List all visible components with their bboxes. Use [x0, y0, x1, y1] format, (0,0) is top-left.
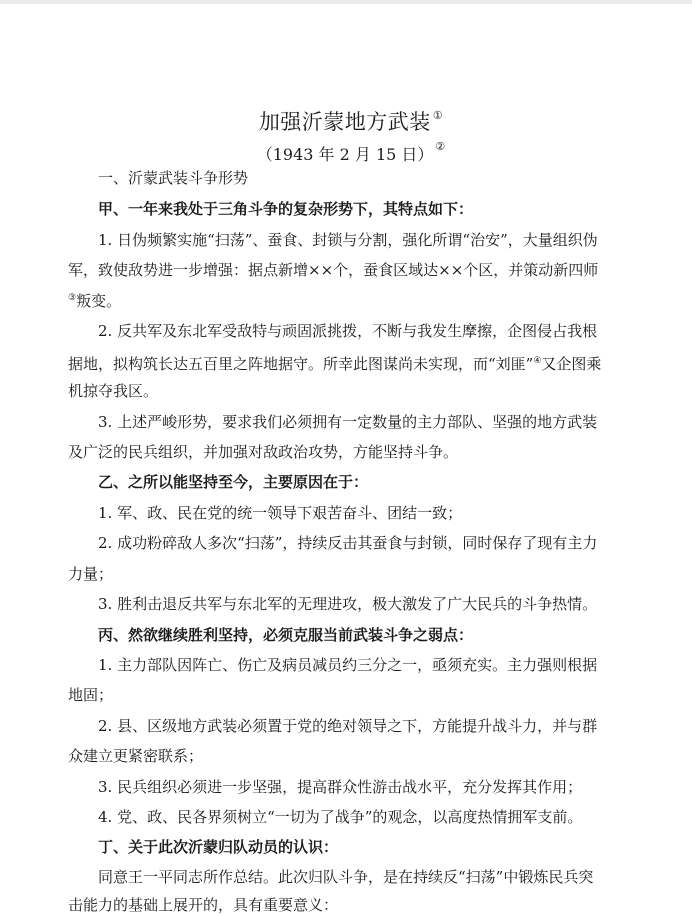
paragraph-line: 2. 成功粉碎敌人多次“扫荡”，持续反击其蚕食与封锁，同时保存了现有主力: [98, 534, 598, 552]
paragraph-line: 击能力的基础上展开的，具有重要意义：: [68, 896, 339, 914]
paragraph-line: 1. 日伪频繁实施“扫荡”、蚕食、封锁与分割，强化所谓“治安”，大量组织伪: [98, 231, 598, 249]
document-title: [68, 102, 634, 136]
paragraph-line: [68, 350, 634, 375]
paragraph-line: 2. 反共军及东北军受敌特与顽固派挑拨，不断与我发生摩擦，企图侵占我根: [98, 322, 598, 340]
subheading-ding: 丁、关于此次沂蒙归队动员的认识：: [98, 838, 339, 856]
paragraph-line: 众建立更紧密联系；: [68, 747, 204, 765]
subheading-yi: 乙、之所以能坚持至今，主要原因在于：: [98, 473, 369, 491]
section-heading: 一、沂蒙武装斗争形势: [98, 169, 249, 187]
paragraph-line: 及广泛的民兵组织，并加强对敌政治攻势，方能坚持斗争。: [68, 443, 459, 461]
line-text: 据地，拟构筑长达五百里之阵地据守。所幸此图谋尚未实现，而“刘匪”: [68, 355, 534, 373]
paragraph-line: 地固；: [68, 686, 114, 704]
title-footnote-mark: ①: [432, 109, 444, 122]
paragraph-line: 1. 军、政、民在党的统一领导下艰苦奋斗、团结一致；: [98, 504, 463, 522]
line-text: 又企图乘: [541, 355, 602, 373]
date-footnote-mark: ②: [435, 140, 446, 153]
paragraph-line: 3. 胜利击退反共军与东北军的无理进攻，极大激发了广大民兵的斗争热情。: [98, 595, 598, 613]
top-bar: [0, 0, 692, 4]
subheading-bing: 丙、然欲继续胜利坚持，必须克服当前武装斗争之弱点：: [98, 626, 474, 644]
paragraph-line: 4. 党、政、民各界须树立“一切为了战争”的观念，以高度热情拥军支前。: [98, 808, 583, 826]
title-text: 加强沂蒙地方武装: [258, 110, 431, 134]
paragraph-line: 同意王一平同志所作总结。此次归队斗争，是在持续反“扫荡”中锻炼民兵突: [98, 868, 594, 886]
line-text: 叛变。: [76, 292, 122, 310]
paragraph-line: 3. 民兵组织必须进一步坚强，提高群众性游击战水平，充分发挥其作用；: [98, 778, 583, 796]
paragraph-line: 力量；: [68, 565, 114, 583]
paragraph-line: [68, 287, 634, 312]
paragraph-line: 3. 上述严峻形势，要求我们必须拥有一定数量的主力部队、坚强的地方武装: [98, 413, 598, 431]
footnote-mark: ④: [533, 356, 542, 366]
paragraph-line: 1. 主力部队因阵亡、伤亡及病员减员约三分之一，亟须充实。主力强则根据: [98, 656, 598, 674]
footnote-mark: ③: [68, 293, 77, 303]
document-date: [68, 135, 634, 167]
paragraph-line: 2. 县、区级地方武装必须置于党的绝对领导之下，方能提升战斗力，并与群: [98, 717, 598, 735]
subheading-jia: 甲、一年来我处于三角斗争的复杂形势下，其特点如下：: [98, 200, 474, 218]
paragraph-line: 军，致使敌势进一步增强：据点新增××个，蚕食区域达××个区，并策动新四师: [68, 261, 599, 279]
paragraph-line: 机掠夺我区。: [68, 382, 159, 400]
date-text: （1943 年 2 月 15 日）: [256, 145, 434, 164]
